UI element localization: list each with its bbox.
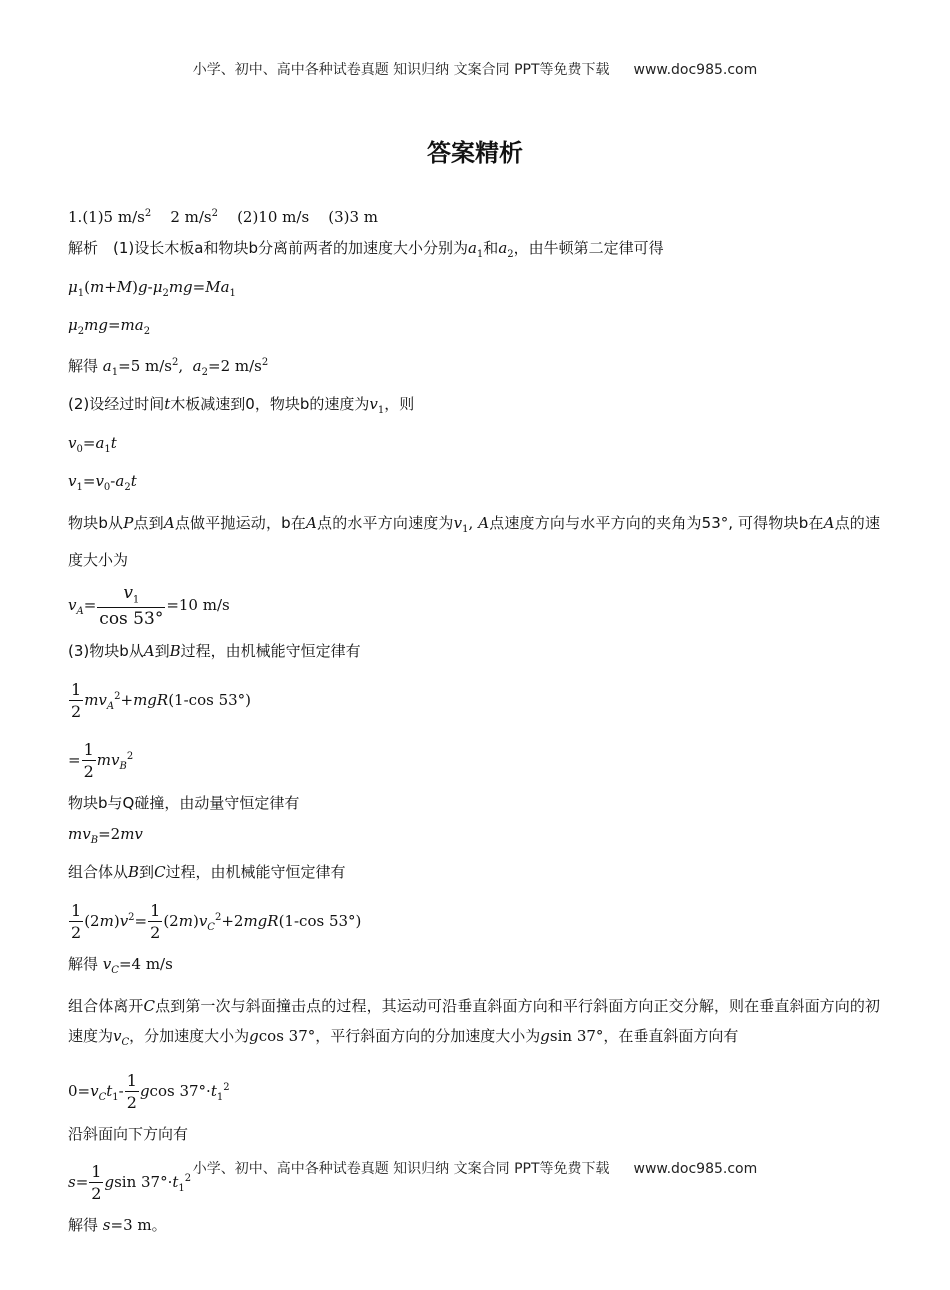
- answer-content: [68, 203, 880, 1245]
- solution-line: 解析 (1)设长木板a和物块b分离前两者的加速度大小分别为$a_1$和$a_2$，由牛顿第二定律可得: [68, 239, 664, 261]
- header-text: 小学、初中、高中各种试卷真题 知识归纳 文案合同 PPT等免费下载: [192, 62, 610, 78]
- equation: $mv_B=2mv$: [68, 824, 143, 846]
- solution-line: (2)设经过时间t木板减速到0，物块b的速度为$v_1$，则: [68, 395, 415, 417]
- solution-line: 沿斜面向下方向有: [68, 1124, 189, 1143]
- equation: $v_0=a_1t$: [68, 433, 117, 455]
- header-url: www.doc985.com: [633, 62, 758, 78]
- equation: $\frac{1}{2}$ $mv_A^2+mgR(1-\cos$ 53°): [71, 679, 252, 721]
- equation: $\frac{1}{2}$ $(2m)v^2=$ $\frac{1}{2}$ $(2m)v_C^2+2mgR(1-\cos$ 53°): [71, 900, 362, 942]
- solution-paragraph: 物块b从P点到A点做平抛运动，b在A点的水平方向速度为$v_1$, A点速度方向与水平方向的夹角为53°, 可得物块b在A点的速度大小为: [68, 514, 880, 570]
- solution-line: 物块b与Q碰撞，由动量守恒定律有: [68, 793, 300, 812]
- solution-line: 解得 $v_C=4$ m/s: [68, 954, 173, 976]
- footer-url: www.doc985.com: [633, 1161, 758, 1177]
- equation: $\mu_2mg=ma_2$: [68, 315, 151, 337]
- equation: s= $\frac{1}{2}$ gsin $37^\circ\cdot t_1^2$: [68, 1162, 192, 1204]
- equation: = $\frac{1}{2}$ $mv_B^2$: [68, 739, 134, 781]
- solution-line: 解得 s=3 m。: [68, 1216, 167, 1235]
- answer-summary: 1.(1)5 $m/s^2$ 2 $m/s^2$ (2)10 m/s (3)3 m: [68, 208, 379, 226]
- solution-line: (3)物块b从A到B过程，由机械能守恒定律有: [68, 642, 361, 661]
- solution-paragraph: 组合体离开C点到第一次与斜面撞击点的过程，其运动可沿垂直斜面方向和平行斜面方向正交分解，则在垂直斜面方向的初速度为$v_C$，分加速度大小为gcos 37°，平行斜面方向的分加速度大小为gsin 37°，在垂直斜面方向有: [68, 996, 880, 1048]
- equation: $v_1=v_0-a_2t$: [68, 472, 137, 494]
- footer-banner: [0, 1158, 950, 1178]
- footer-text: 小学、初中、高中各种试卷真题 知识归纳 文案合同 PPT等免费下载: [192, 1161, 610, 1177]
- equation: $v_A=$ $\frac{v_1}{\cos 53^\circ}$ =10 m/s: [68, 582, 230, 630]
- header-banner: [0, 59, 950, 79]
- solution-line: 组合体从B到C过程，由机械能守恒定律有: [68, 863, 346, 882]
- solution-line: 解得 $a_1=5$ $m/s^2$, $a_2=2$ $m/s^2$: [68, 357, 269, 379]
- equation: $0=v_Ct_1-$ $\frac{1}{2}$ gcos $37^\circ\cdot t_1^2$: [68, 1070, 230, 1112]
- page-title: 答案精析: [427, 139, 523, 167]
- equation: $\mu_1(m+M)g-\mu_2mg=Ma_1$: [68, 277, 236, 299]
